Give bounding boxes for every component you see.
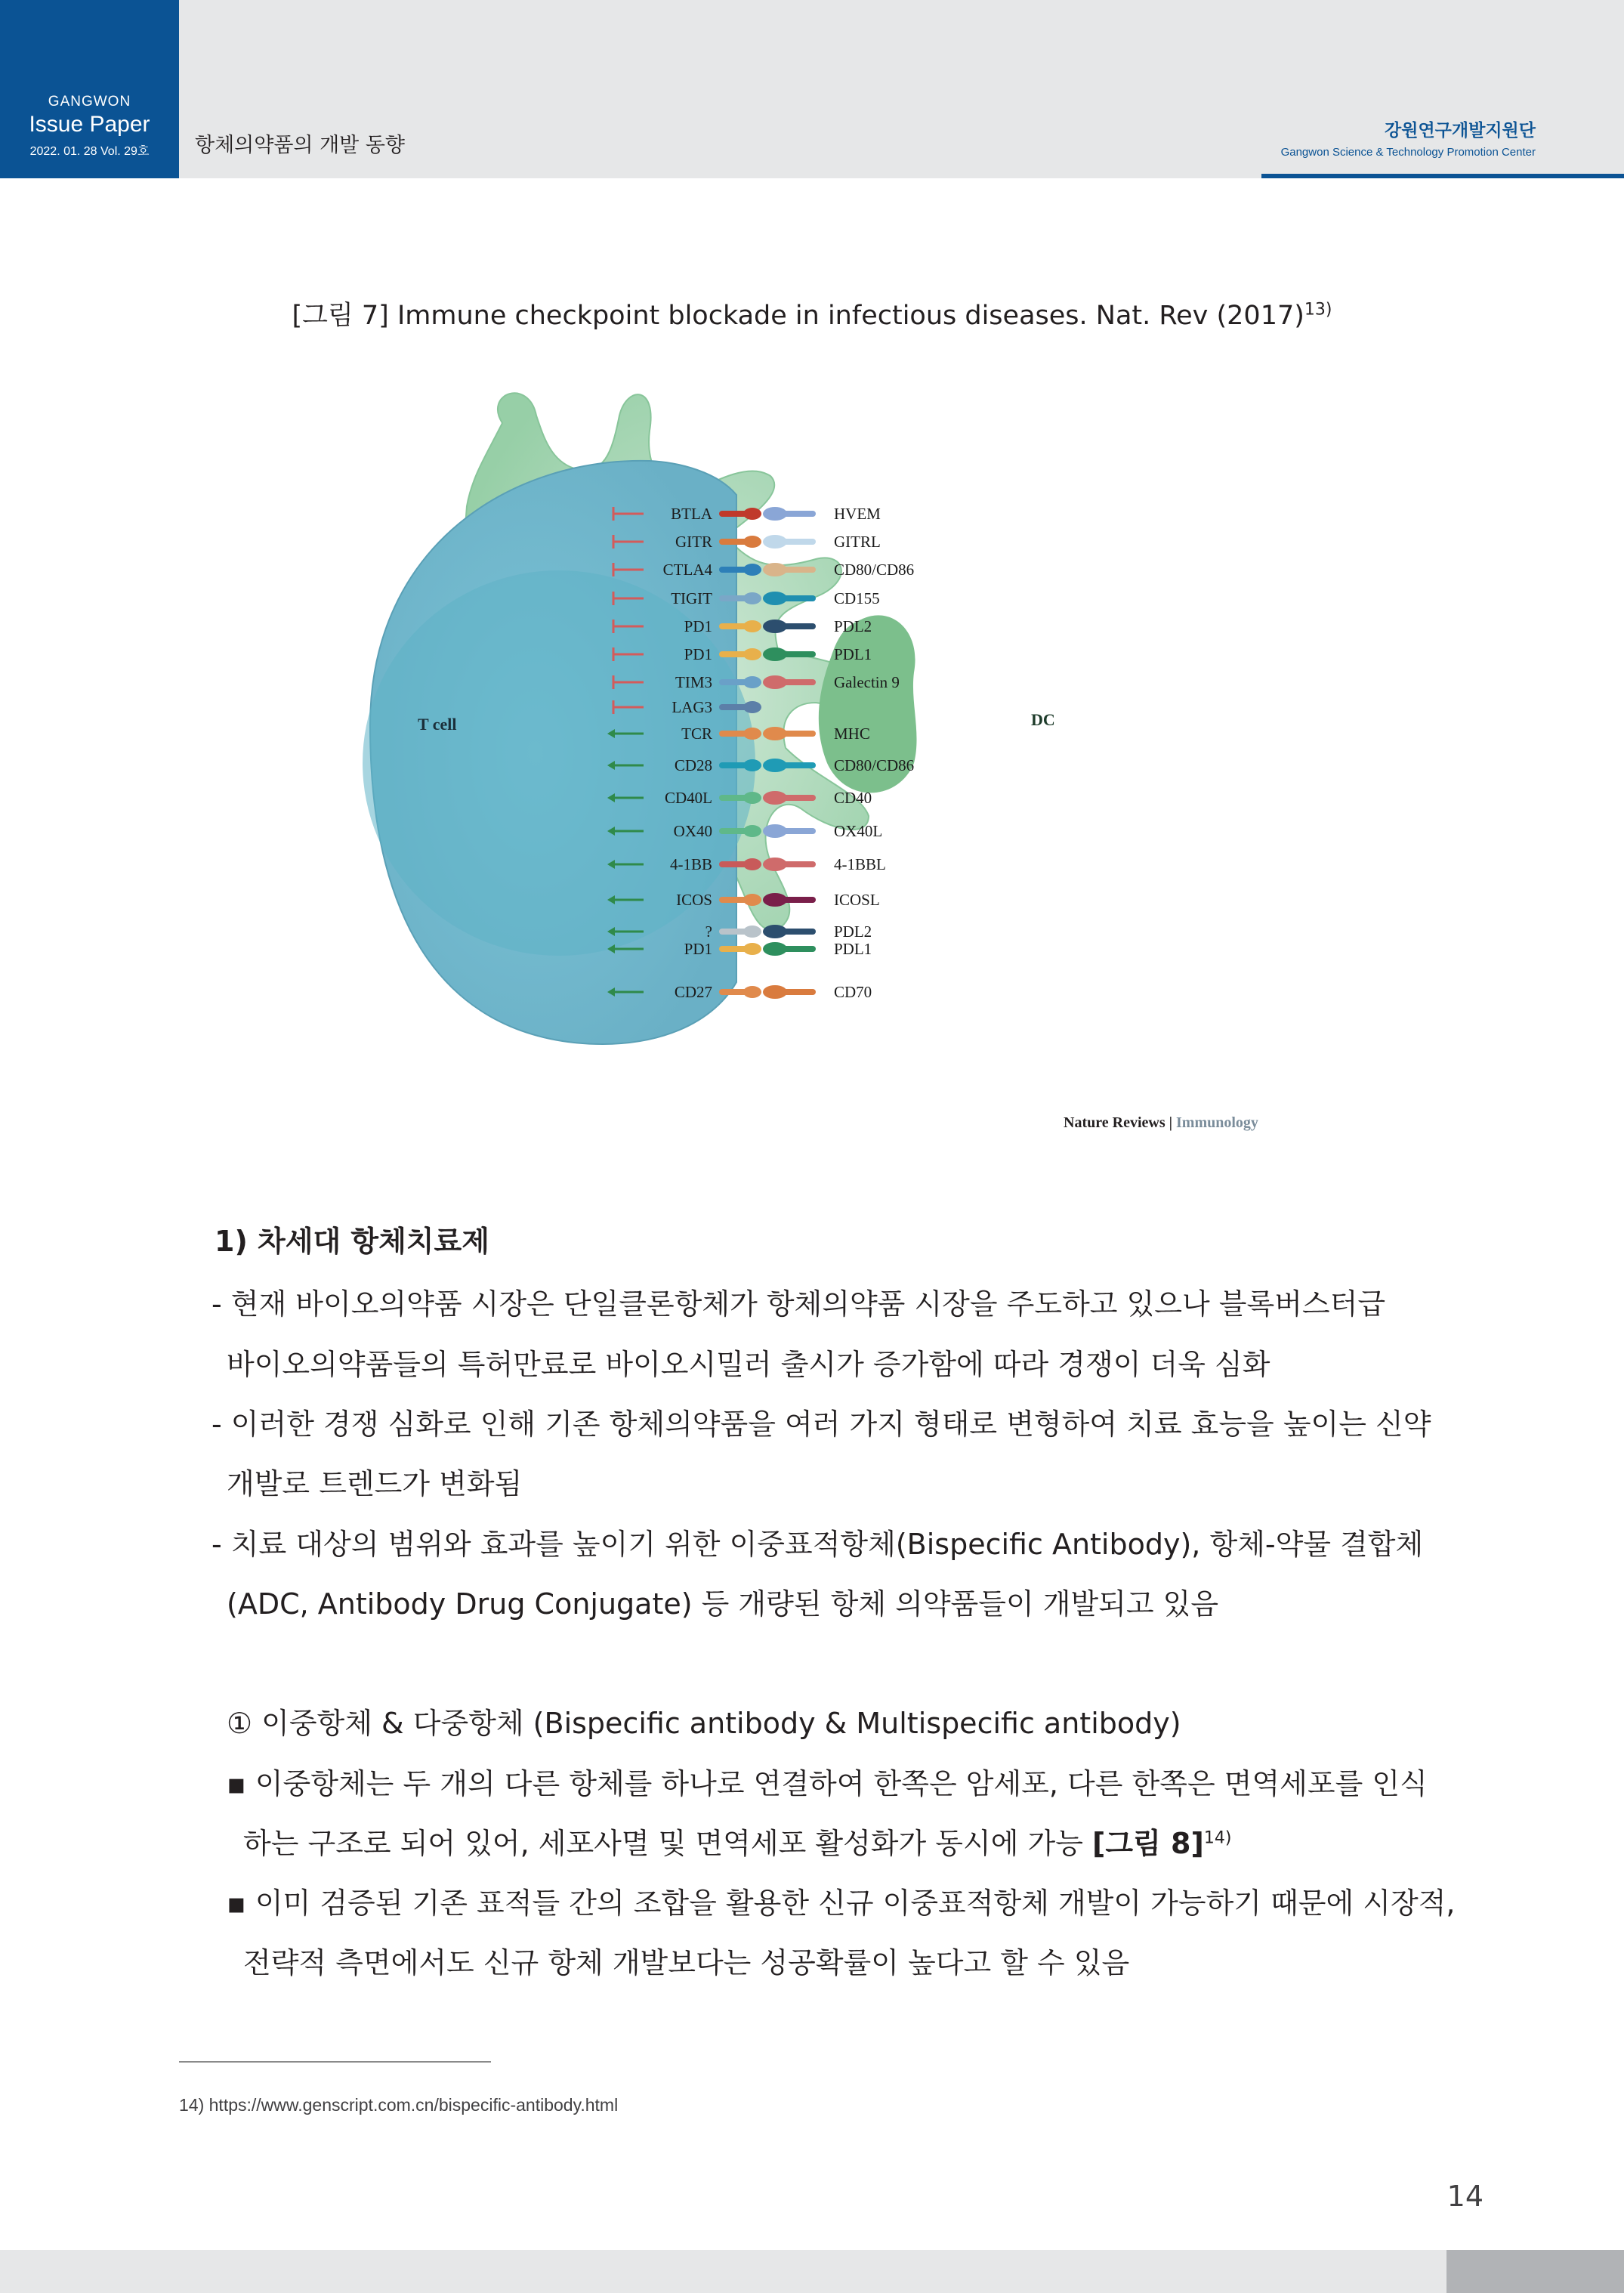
ligand-label: OX40L	[834, 822, 883, 840]
ligand-stalk	[783, 989, 816, 995]
dc-ligand	[763, 822, 882, 840]
ligand-stalk	[783, 595, 816, 601]
ligand-stalk	[783, 861, 816, 867]
ligand-label: CD70	[834, 983, 872, 1001]
source-light: Immunology	[1176, 1114, 1258, 1131]
ligand-label: CD80/CD86	[834, 561, 915, 579]
ligand-label: ICOSL	[834, 891, 880, 909]
footer-accent	[1446, 2250, 1624, 2293]
ligand-label: PDL1	[834, 645, 872, 663]
sub-bullet-1-text: 하는 구조로 되어 있어, 세포사멸 및 면역세포 활성화가 동시에 가능	[243, 1827, 1092, 1860]
dc-ligand	[763, 855, 886, 873]
ligand-stalk	[783, 828, 816, 834]
receptor-head	[743, 858, 761, 870]
receptor-label: TCR	[681, 725, 712, 743]
tcell-label: T cell	[418, 715, 457, 734]
ligand-label: CD40	[834, 789, 872, 807]
ligand-label: MHC	[834, 725, 870, 743]
ligand-label: PDL2	[834, 922, 872, 941]
receptor-label: CTLA4	[662, 561, 712, 579]
ligand-stalk	[783, 762, 816, 768]
org-name-korean: 강원연구개발지원단	[1385, 121, 1536, 141]
ligand-stalk	[783, 539, 816, 545]
bullet-1-line-2: 바이오의약품들의 특허만료로 바이오시밀러 출시가 증가함에 따라 경쟁이 더욱 심화	[227, 1348, 1270, 1381]
dc-ligand	[763, 725, 870, 743]
receptor-label: ?	[705, 922, 712, 941]
brand-logo	[0, 0, 179, 178]
org-name-english: Gangwon Science & Technology Promotion Center	[1280, 146, 1536, 159]
immune-checkpoint-figure	[287, 370, 1337, 1148]
ligand-stalk	[783, 731, 816, 737]
ligand-label: PDL2	[834, 617, 872, 635]
receptor-head	[743, 759, 761, 771]
source-bold: Nature Reviews	[1064, 1114, 1166, 1131]
receptor-label: PD1	[684, 617, 712, 635]
receptor-head	[743, 536, 761, 548]
ligand-stalk	[783, 679, 816, 685]
figure-source	[1064, 1114, 1258, 1131]
ligand-label: GITRL	[834, 533, 881, 551]
sub-bullet-1-line-2	[243, 1820, 1231, 1862]
sub-bullet-1-line-1: ▪ 이중항체는 두 개의 다른 항체를 하나로 연결하여 한쪽은 암세포, 다른 한쪽은 면역세포를 인식	[227, 1767, 1428, 1800]
figure-caption-ref: 13)	[1304, 300, 1332, 320]
org-underline	[1261, 174, 1624, 178]
figure-caption-text: [그림 7] Immune checkpoint blockade in infectious diseases. Nat. Rev (2017)	[292, 301, 1304, 331]
receptor-label: PD1	[684, 940, 712, 958]
receptor-label: CD28	[674, 756, 712, 774]
receptor-label: GITR	[675, 533, 712, 551]
brand-gangwon: GANGWON	[48, 94, 131, 110]
ligand-stalk	[783, 567, 816, 573]
ligand-stalk	[783, 946, 816, 952]
receptor-head	[743, 676, 761, 688]
ligand-stalk	[783, 651, 816, 657]
receptor-label: BTLA	[671, 505, 712, 523]
receptor-label: OX40	[673, 822, 712, 840]
footer-band	[0, 2250, 1624, 2293]
ligand-stalk	[783, 929, 816, 935]
receptor-head	[743, 825, 761, 837]
dc-ligand	[763, 617, 872, 635]
ligand-label: HVEM	[834, 505, 881, 523]
receptor-head	[743, 894, 761, 906]
sub-heading: ① 이중항체 & 다중항체 (Bispecific antibody & Multispecific antibody)	[227, 1707, 1181, 1740]
ligand-label: CD155	[834, 589, 880, 607]
section-heading: 1) 차세대 항체치료제	[215, 1225, 489, 1258]
receptor-head	[743, 728, 761, 740]
brand-date: 2022. 01. 28 Vol. 29호	[29, 145, 150, 158]
receptor-label: CD40L	[665, 789, 712, 807]
figure-8-reference: [그림 8]	[1092, 1827, 1204, 1860]
receptor-head	[743, 701, 761, 713]
ligand-stalk	[783, 511, 816, 517]
receptor-label: CD27	[674, 983, 712, 1001]
footnote-divider	[179, 2061, 491, 2063]
ligand-stalk	[783, 623, 816, 629]
footnote: 14) https://www.genscript.com.cn/bispecific-antibody.html	[179, 2095, 619, 2115]
bullet-3-line-2: (ADC, Antibody Drug Conjugate) 등 개량된 항체 의약품들이 개발되고 있음	[227, 1587, 1219, 1621]
ligand-label: CD80/CD86	[834, 756, 915, 774]
receptor-head	[743, 564, 761, 576]
header-topic: 항체의약품의 개발 동향	[195, 134, 405, 157]
receptor-head	[743, 508, 761, 520]
source-sep: |	[1165, 1114, 1177, 1131]
ligand-stalk	[783, 897, 816, 903]
dc-ligand	[763, 983, 872, 1001]
brand-issue-paper: Issue Paper	[29, 112, 150, 137]
footnote-ref-14: 14)	[1203, 1828, 1232, 1848]
sub-bullet-2-line-1: ▪ 이미 검증된 기존 표적들 간의 조합을 활용한 신규 이중표적항체 개발이 가능하기 때문에 시장적,	[227, 1887, 1456, 1920]
bullet-2-line-1: - 이러한 경쟁 심화로 인해 기존 항체의약품을 여러 가지 형태로 변형하여 치료 효능을 높이는 신약	[211, 1408, 1431, 1441]
receptor-head	[743, 592, 761, 604]
receptor-head	[743, 943, 761, 955]
ligand-label: Galectin 9	[834, 673, 900, 691]
receptor-head	[743, 792, 761, 804]
sub-bullet-2-line-2: 전략적 측면에서도 신규 항체 개발보다는 성공확률이 높다고 할 수 있음	[243, 1946, 1130, 1979]
receptor-label: ICOS	[676, 891, 712, 909]
receptor-label: TIGIT	[671, 589, 712, 607]
dc-ligand	[763, 922, 872, 941]
bullet-1-line-1: - 현재 바이오의약품 시장은 단일클론항체가 항체의약품 시장을 주도하고 있으나 블록버스터급	[211, 1287, 1386, 1321]
dc-ligand	[763, 533, 881, 551]
bullet-2-line-2: 개발로 트렌드가 변화됨	[227, 1467, 523, 1500]
page-number: 14	[1446, 2180, 1484, 2213]
ligand-label: PDL1	[834, 940, 872, 958]
receptor-head	[743, 620, 761, 632]
ligand-label: 4-1BBL	[834, 855, 886, 873]
dc-label: DC	[1031, 710, 1055, 729]
ligand-stalk	[783, 795, 816, 801]
receptor-label: TIM3	[675, 673, 712, 691]
receptor-head	[743, 648, 761, 660]
receptor-label: PD1	[684, 645, 712, 663]
dc-ligand	[763, 940, 872, 958]
receptor-head	[743, 986, 761, 998]
receptor-label: 4-1BB	[669, 855, 712, 873]
figure-caption	[0, 295, 1624, 332]
receptor-head	[743, 926, 761, 938]
bullet-3-line-1: - 치료 대상의 범위와 효과를 높이기 위한 이중표적항체(Bispecific Antibody), 항체-약물 결합체	[211, 1528, 1424, 1561]
receptor-label: LAG3	[672, 698, 712, 716]
dc-ligand	[763, 505, 881, 523]
